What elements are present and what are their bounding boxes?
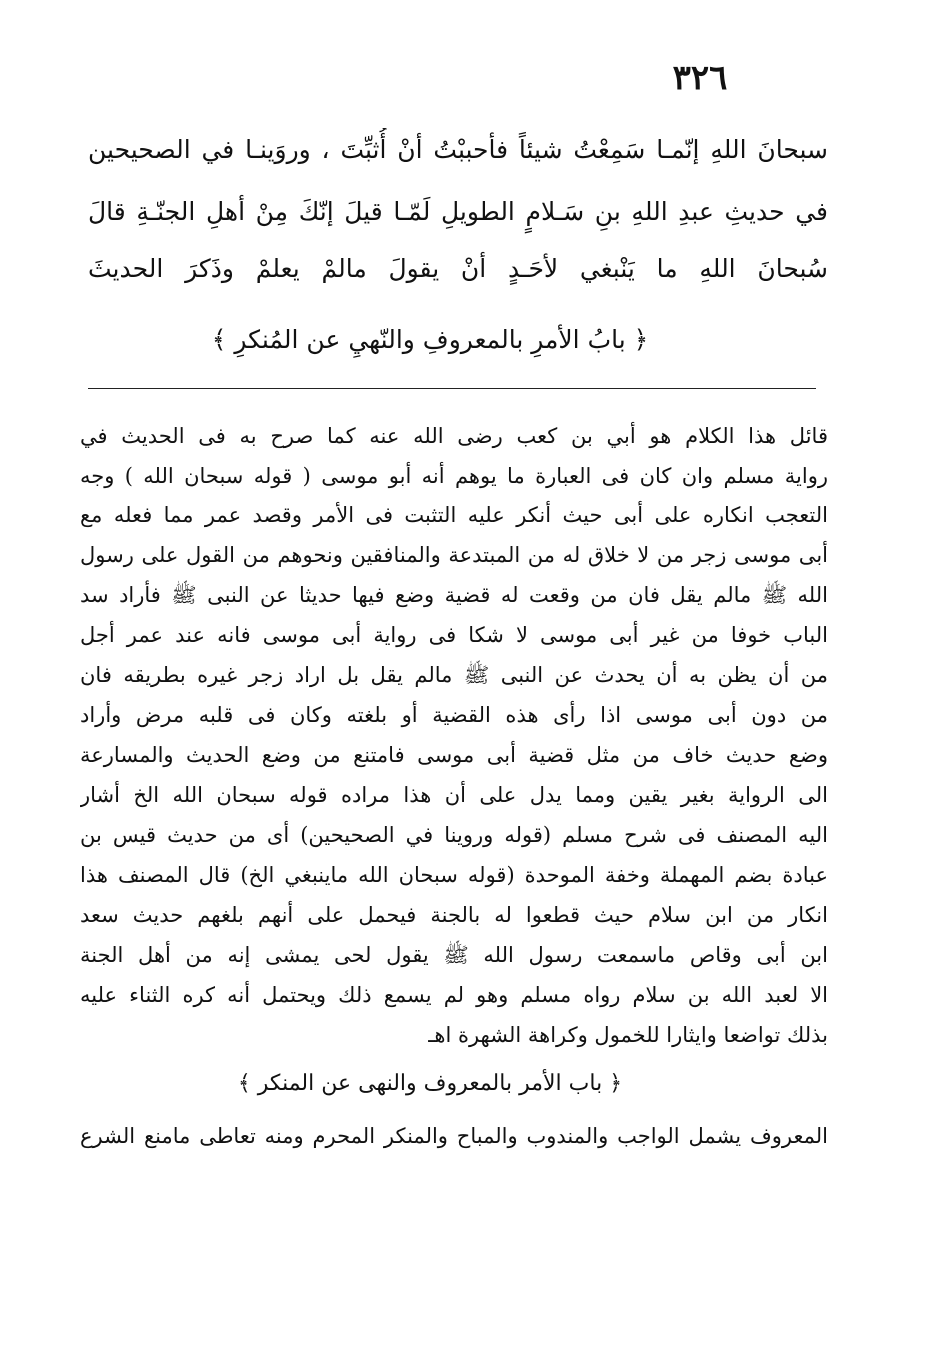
commentary-line: اليه المصنف فى شرح مسلم (قوله وروينا في الصحيحين) أى من حديث قيس بن — [80, 823, 828, 847]
main-text-line: في حديثِ عبدِ اللهِ بنِ سَـلامٍ الطويلِ لَمّـا قيلَ إنّكَ مِنْ أهلِ الجنّـةِ قالَ — [88, 197, 828, 226]
commentary-line: رواية مسلم وان كان فى العبارة ما يوهم أنه أبو موسى ( قوله سبحان الله ) وجه — [80, 464, 828, 488]
commentary-line: من دون أبى موسى اذا رأى هذه القضية أو بلغته وكان فى قلبه مرض وأراد — [80, 703, 828, 727]
commentary-line: أبى موسى زجر من لا خلاق له من المبتدعة والمنافقين ونحوهم من القول على رسول — [80, 543, 828, 567]
commentary-line: الباب خوفا من غير أبى موسى لا شكا فى رواية أبى موسى فانه عند عمر أجل — [80, 623, 828, 647]
commentary-line: التعجب انكاره على أبى حيث أنكر عليه التثبت فى الأمر وقصد عمر مما فعله مع — [80, 503, 828, 527]
commentary-section-heading: ﴿ باب الأمر بالمعروف والنهى عن المنكر ﴾ — [237, 1071, 623, 1096]
section-heading: ﴿ بابُ الأمرِ بالمعروفِ والنّهيِ عن المُنكرِ ﴾ — [211, 325, 649, 354]
commentary-line: وضع حديث خاف من مثل قضية أبى موسى فامتنع من وضع الحديث والمسارعة — [80, 743, 828, 767]
commentary-line: قائل هذا الكلام هو أبي بن كعب رضى الله عنه كما صرح به فى الحديث في — [80, 424, 828, 448]
commentary-final-line: المعروف يشمل الواجب والمندوب والمباح والمنكر المحرم ومنه تعاطى مامنع الشرع — [80, 1124, 828, 1148]
commentary-line: ابن أبى وقاص ماسمعت رسول الله ﷺ يقول لحى يمشى إنه من أهل الجنة — [80, 943, 828, 967]
commentary-line: عبادة بضم المهملة وخفة الموحدة (قوله سبحان الله ماينبغي الخ) قال المصنف هذا — [80, 863, 828, 887]
page-number: ٣٢٦ — [672, 58, 728, 98]
commentary-line: من أن يظن به أن يحدث عن النبى ﷺ مالم يقل بل اراد زجر غيره بطريقه فان — [80, 663, 828, 687]
commentary-line: الله ﷺ مالم يقل فان من وقعت له قضية وضع فيها حديثا عن النبى ﷺ فأراد سد — [80, 583, 828, 607]
commentary-line: الا لعبد الله بن سلام رواه مسلم وهو لم يسمع ذلك ويحتمل أنه كره الثناء عليه — [80, 983, 828, 1007]
commentary-line: بذلك تواضعا وايثارا للخمول وكراهة الشهرة اهـ — [428, 1023, 828, 1047]
divider-rule — [88, 388, 816, 389]
commentary-line: انكار من ابن سلام حيث قطعوا له بالجنة فيحمل على أنهم بلغهم حديث سعد — [80, 903, 828, 927]
commentary-line: الى الرواية بغير يقين ومما يدل على أن هذا مراده قوله سبحان الله الخ أشار — [80, 783, 828, 807]
main-text-line: سُبحانَ اللهِ ما يَنْبغي لأحَـدٍ أنْ يقولَ مالمْ يعلمْ وذَكرَ الحديثَ — [88, 254, 828, 283]
main-text-line: سبحانَ اللهِ إنّمـا سَمِعْتُ شيئاً فأحببْتُ أنْ أُثبِّتَ ، وروَينـا في الصحيحين — [88, 135, 828, 164]
